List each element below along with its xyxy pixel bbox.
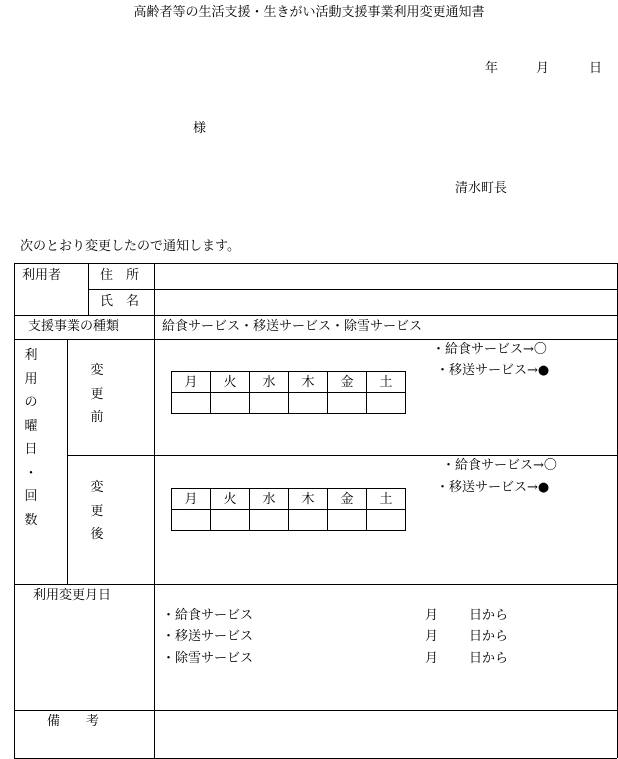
weekday-header: 火 — [211, 372, 250, 393]
weekday-entry-row — [172, 393, 406, 414]
address-label: 住 所 — [100, 268, 140, 283]
date-month-label: 月 — [536, 61, 550, 76]
change-service-transport: ・移送サービス — [162, 629, 254, 644]
document-title: 高齢者等の生活支援・生きがい活動支援事業利用変更通知書 — [133, 5, 485, 20]
weekday-header-row — [172, 489, 406, 510]
user-label: 利用者 — [22, 268, 62, 283]
weekday-entry-cell[interactable] — [328, 510, 367, 531]
change-service-snow: ・除雪サービス — [162, 651, 254, 666]
usage-label-char: 用 — [24, 371, 38, 387]
weekday-header: 土 — [367, 489, 406, 510]
change-month-label: 月 — [425, 608, 439, 623]
date-day-label: 日 — [589, 61, 603, 76]
usage-label-char: 回 — [24, 489, 38, 504]
name-label: 氏 名 — [100, 294, 140, 309]
usage-label-char: 利 — [24, 348, 38, 363]
usage-label-char: の — [24, 395, 38, 410]
before-label-char: 更 — [90, 386, 104, 402]
weekday-header: 月 — [172, 372, 211, 393]
date-year-label: 年 — [485, 61, 499, 76]
change-month-label: 月 — [425, 629, 439, 644]
grid-line — [14, 315, 617, 316]
weekday-entry-cell[interactable] — [328, 393, 367, 414]
weekday-entry-cell[interactable] — [211, 393, 250, 414]
after-label-char: 後 — [90, 527, 104, 542]
weekday-entry-cell[interactable] — [289, 510, 328, 531]
grid-line — [88, 289, 617, 290]
after-label-char: 更 — [90, 503, 104, 519]
weekday-entry-cell[interactable] — [250, 393, 289, 414]
change-date-label: 利用変更月日 — [33, 588, 112, 603]
weekday-header: 木 — [289, 372, 328, 393]
change-day-from-label: 日から — [469, 629, 509, 644]
before-legend-meal: ・給食サービス→〇 — [432, 342, 547, 357]
before-weekday-table — [171, 371, 406, 414]
weekday-entry-cell[interactable] — [289, 393, 328, 414]
change-day-from-label: 日から — [469, 651, 509, 666]
after-change-label — [88, 476, 106, 547]
weekday-header: 木 — [289, 489, 328, 510]
grid-line — [14, 710, 617, 711]
weekday-entry-cell[interactable] — [211, 510, 250, 531]
before-label-char: 前 — [90, 410, 104, 425]
after-label-char: 変 — [90, 480, 104, 495]
weekday-header: 水 — [250, 489, 289, 510]
before-legend-transport: ・移送サービス→● — [436, 363, 550, 378]
weekday-entry-cell[interactable] — [172, 393, 211, 414]
weekday-entry-cell[interactable] — [250, 510, 289, 531]
grid-line — [67, 339, 68, 584]
weekday-header-row — [172, 372, 406, 393]
grid-line — [14, 584, 617, 585]
weekday-header: 金 — [328, 489, 367, 510]
change-service-meal: ・給食サービス — [162, 608, 254, 623]
grid-line — [14, 263, 617, 264]
weekday-entry-cell[interactable] — [367, 510, 406, 531]
grid-line — [67, 455, 617, 456]
service-type-value: 給食サービス・移送サービス・除雪サービス — [162, 319, 423, 334]
intro-text: 次のとおり変更したので通知します。 — [20, 239, 240, 254]
usage-label-char: 日 — [24, 442, 38, 457]
before-change-label — [88, 359, 106, 430]
before-label-char: 変 — [90, 363, 104, 378]
after-legend-meal: ・給食サービス→〇 — [442, 458, 557, 473]
weekday-header: 金 — [328, 372, 367, 393]
weekday-header: 水 — [250, 372, 289, 393]
change-day-from-label: 日から — [469, 608, 509, 623]
remarks-label: 備 考 — [47, 714, 100, 729]
service-type-label: 支援事業の種類 — [28, 319, 120, 334]
after-legend-transport: ・移送サービス→● — [436, 480, 550, 495]
weekday-entry-cell[interactable] — [367, 393, 406, 414]
usage-days-label — [22, 344, 40, 532]
change-month-label: 月 — [425, 651, 439, 666]
weekday-header: 月 — [172, 489, 211, 510]
weekday-entry-row — [172, 510, 406, 531]
usage-label-char: 数 — [24, 512, 38, 528]
addressee-suffix: 様 — [193, 121, 207, 136]
grid-line — [14, 263, 15, 758]
grid-line — [14, 339, 617, 340]
usage-label-char: ・ — [24, 465, 38, 481]
grid-line — [88, 263, 89, 315]
weekday-header: 土 — [367, 372, 406, 393]
weekday-entry-cell[interactable] — [172, 510, 211, 531]
after-weekday-table — [171, 488, 406, 531]
weekday-header: 火 — [211, 489, 250, 510]
issuer-name: 清水町長 — [455, 181, 508, 196]
usage-label-char: 曜 — [24, 418, 38, 434]
grid-line — [154, 263, 155, 758]
